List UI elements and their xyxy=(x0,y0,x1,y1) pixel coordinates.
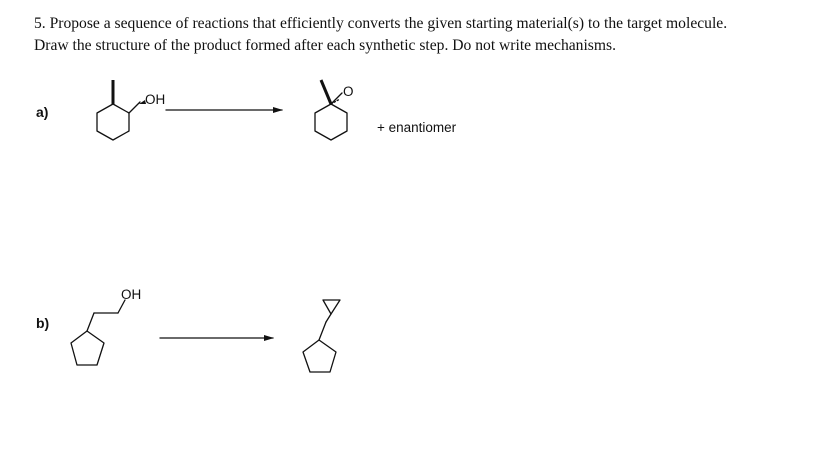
cyclopentane-ring xyxy=(71,331,104,365)
part-b-starting-material xyxy=(71,287,141,365)
part-b-label: b) xyxy=(36,315,50,331)
product-cyclopropyl-bond xyxy=(326,314,331,322)
product-cyclopentane-ring xyxy=(303,340,336,372)
enantiomer-note: + enantiomer xyxy=(377,120,457,135)
part-b-hydroxyl-label: OH xyxy=(121,287,142,302)
part-a-product xyxy=(315,80,354,140)
product-methylene-bond xyxy=(319,322,326,340)
part-a-hydroxyl-label: OH xyxy=(145,92,166,107)
part-b-product xyxy=(303,300,340,372)
question-line-1: 5. Propose a sequence of reactions that efficiently converts the given starting material(s) to the target molecule. xyxy=(34,15,728,32)
part-a-starting-material xyxy=(97,80,165,140)
product-methyl-bond xyxy=(321,80,331,104)
epoxide-bond xyxy=(331,93,342,104)
product-cyclohexane-ring xyxy=(315,104,347,140)
epoxide-oxygen-label: O xyxy=(343,84,354,99)
question-line-2: Draw the structure of the product formed after each synthetic step. Do not write mechanisms. xyxy=(34,37,616,54)
part-a-label: a) xyxy=(36,104,49,120)
cyclohexane-ring xyxy=(97,104,129,140)
side-chain-bond xyxy=(129,102,140,113)
cyclopropane-ring xyxy=(323,300,340,314)
chain-bond-1 xyxy=(87,313,94,331)
